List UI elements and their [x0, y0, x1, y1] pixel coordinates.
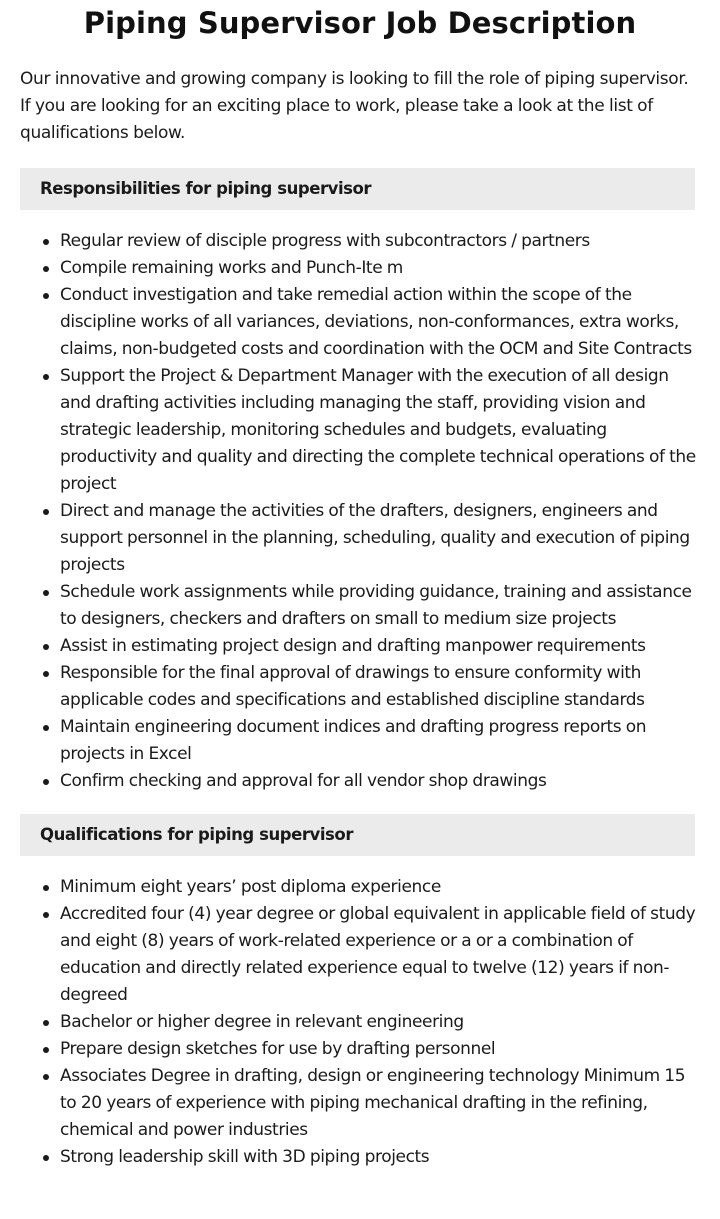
bullet-icon: [43, 885, 49, 891]
bullet-icon: [43, 725, 49, 731]
list-item-text: Accredited four (4) year degree or global equivalent in applicable field of study and eight (8) years of work-related experience or a or a combination of education and directly related experience equal to twelve (12) years if non-degreed: [60, 904, 696, 1005]
list-item-text: Responsible for the final approval of drawings to ensure conformity with applicable codes and specifications and established discipline standards: [60, 663, 645, 710]
bullet-icon: [43, 644, 49, 650]
bullet-icon: [43, 779, 49, 785]
bullet-icon: [43, 293, 49, 299]
list-item-text: Minimum eight years’ post diploma experience: [60, 877, 441, 897]
bullet-icon: [43, 590, 49, 596]
list-item-text: Compile remaining works and Punch-Ite m: [60, 258, 403, 278]
list-item: [60, 1009, 700, 1036]
list-item: [60, 363, 700, 498]
bullet-icon: [43, 1074, 49, 1080]
bullet-icon: [43, 239, 49, 245]
list-item: [60, 228, 700, 255]
list-item-text: Support the Project & Department Manager with the execution of all design and drafting activities including managing the staff, providing vision and strategic leadership, monitoring schedules and budgets, evaluating productivity and quality and directing the complete technical operations of the project: [60, 366, 696, 494]
qualifications-heading: Qualifications for piping supervisor: [20, 814, 695, 856]
list-item-text: Prepare design sketches for use by drafting personnel: [60, 1039, 496, 1059]
responsibilities-list: [0, 228, 720, 795]
bullet-icon: [43, 1047, 49, 1053]
list-item-text: Conduct investigation and take remedial action within the scope of the discipline works of all variances, deviations, non-conformances, extra works, claims, non-budgeted costs and coordination with the OCM and Site Contracts: [60, 285, 692, 359]
list-item-text: Bachelor or higher degree in relevant engineering: [60, 1012, 464, 1032]
bullet-icon: [43, 912, 49, 918]
list-item: [60, 1036, 700, 1063]
intro-paragraph: Our innovative and growing company is looking to fill the role of piping supervisor. If you are looking for an exciting place to work, please take a look at the list of qualifications below.: [20, 69, 689, 143]
list-item-text: Confirm checking and approval for all vendor shop drawings: [60, 771, 547, 791]
list-item: [60, 1063, 700, 1144]
list-item-text: Strong leadership skill with 3D piping projects: [60, 1147, 430, 1167]
bullet-icon: [43, 671, 49, 677]
list-item: [60, 282, 700, 363]
responsibilities-heading: Responsibilities for piping supervisor: [20, 168, 695, 210]
bullet-icon: [43, 509, 49, 515]
list-item: [60, 901, 700, 1009]
list-item-text: Associates Degree in drafting, design or engineering technology Minimum 15 to 20 years of experience with piping mechanical drafting in the refining, chemical and power industries: [60, 1066, 686, 1140]
bullet-icon: [43, 1155, 49, 1161]
list-item-text: Maintain engineering document indices and drafting progress reports on projects in Excel: [60, 717, 647, 764]
list-item-text: Direct and manage the activities of the drafters, designers, engineers and support personnel in the planning, scheduling, quality and execution of piping projects: [60, 501, 690, 575]
list-item-text: Regular review of disciple progress with subcontractors / partners: [60, 231, 590, 251]
list-item: [60, 633, 700, 660]
list-item: [60, 874, 700, 901]
qualifications-list: [0, 874, 720, 1171]
list-item: [60, 579, 700, 633]
list-item: [60, 714, 700, 768]
list-item: [60, 498, 700, 579]
page-title: Piping Supervisor Job Description: [83, 6, 637, 40]
list-item: [60, 768, 700, 795]
list-item: [60, 255, 700, 282]
bullet-icon: [43, 374, 49, 380]
bullet-icon: [43, 266, 49, 272]
list-item: [60, 660, 700, 714]
bullet-icon: [43, 1020, 49, 1026]
list-item-text: Assist in estimating project design and drafting manpower requirements: [60, 636, 646, 656]
list-item: [60, 1144, 700, 1171]
list-item-text: Schedule work assignments while providing guidance, training and assistance to designers, checkers and drafters on small to medium size projects: [60, 582, 692, 629]
